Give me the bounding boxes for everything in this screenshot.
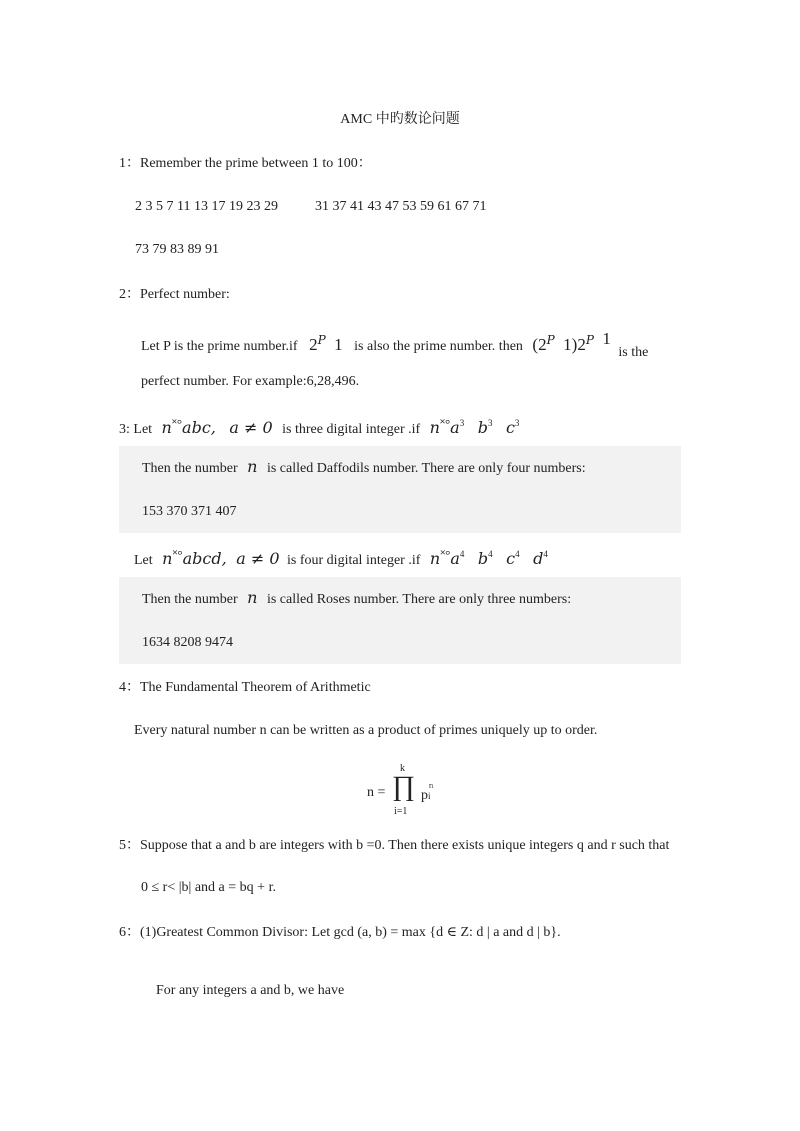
perfect-formula-exp-2: P <box>585 333 594 347</box>
prime-exponent <box>429 781 433 790</box>
roses-exp-d: 4 <box>543 549 548 559</box>
perfect-number-text-1: Let P is the prime number.if <box>141 339 298 354</box>
roses-description: is called Roses number. There are only three numbers: <box>266 592 572 607</box>
perfect-number-text-2: is also the prime number. then <box>354 339 523 354</box>
section-2-heading: 2：Perfect number: <box>119 287 230 302</box>
equal-symbol-2: ˟° <box>439 416 451 431</box>
primes-row-1 <box>135 198 486 216</box>
roses-var-n: n <box>162 549 173 568</box>
roses-var-b: b <box>477 549 489 568</box>
perfect-formula <box>532 329 611 354</box>
var-a: a <box>450 418 460 437</box>
exponent-subscript: i <box>431 784 434 790</box>
condition-a-nonzero: a ≠ 0 <box>229 418 273 437</box>
primes-row-2: 73 79 83 89 91 <box>135 242 219 257</box>
roses-then: Then the number <box>142 592 238 607</box>
formula-base: 2 <box>309 335 318 354</box>
section-6-line-1: 6：(1)Greatest Common Divisor: Let gcd (a, b) = max {d ∈ Z: d | a and d | b}. <box>119 925 561 940</box>
perfect-number-line <box>141 330 648 362</box>
daffodils-list: 153 370 371 407 <box>142 504 237 519</box>
roses-exp-a: 4 <box>459 549 465 559</box>
section-3-mid-text: is three digital integer .if <box>282 422 421 437</box>
roses-var-c: c <box>506 549 516 568</box>
roses-list: 1634 8208 9474 <box>142 635 233 650</box>
var-n: n <box>161 418 172 437</box>
prime-term <box>421 788 431 804</box>
prime-p: p <box>421 788 428 803</box>
section-5-line-2: 0 ≤ r< |b| and a = bq + r. <box>141 880 276 895</box>
var-c: c <box>505 418 515 437</box>
section-4-heading: 4：The Fundamental Theorem of Arithmetic <box>119 680 371 695</box>
roses-equal-symbol: ˟° <box>172 547 183 562</box>
section-1-heading: 1：Remember the prime between 1 to 100： <box>119 156 372 171</box>
section-5-line-1: 5：Suppose that a and b are integers with b =0. Then there exists unique integers q and r such that <box>119 838 670 853</box>
perfect-number-example: perfect number. For example:6,28,496. <box>141 374 360 389</box>
product-lower-limit: i=1 <box>394 806 408 817</box>
page-title: AMC 中旳数论问题 <box>340 112 460 127</box>
exponent-r: r <box>429 781 432 790</box>
roses-line-var-n: n <box>247 588 258 607</box>
perfect-formula-c: 1 <box>602 329 611 348</box>
formula-exponent: P <box>317 333 326 347</box>
roses-var-n-2: n <box>429 549 441 568</box>
section-6-line-2: For any integers a and b, we have <box>156 983 345 998</box>
product-formula <box>367 765 447 820</box>
daffodils-description: is called Daffodils number. There are only four numbers: <box>266 461 586 476</box>
exp-b: 3 <box>487 418 493 428</box>
roses-equal-symbol-2: ˟° <box>440 547 451 562</box>
daffodils-line <box>142 458 586 478</box>
product-symbol: ∏ <box>392 771 416 802</box>
exp-a: 3 <box>459 418 465 428</box>
var-abcd: abcd, <box>182 549 227 568</box>
formula-rest: 1 <box>334 335 343 354</box>
daffodils-then: Then the number <box>142 461 238 476</box>
roses-condition: a ≠ 0 <box>236 549 280 568</box>
roses-var-d: d <box>533 549 544 568</box>
perfect-formula-b: 1)2 <box>563 335 586 354</box>
perfect-number-text-3: is the <box>618 345 649 360</box>
prime-subscript: i <box>428 791 431 801</box>
roses-lead: Let <box>134 553 153 568</box>
perfect-formula-exp-1: P <box>546 333 555 347</box>
roses-line <box>142 589 571 609</box>
exp-c: 3 <box>514 418 520 428</box>
var-abc: abc, <box>182 418 216 437</box>
mersenne-formula <box>309 335 343 354</box>
roses-mid-text: is four digital integer .if <box>287 553 421 568</box>
daffodils-var-n: n <box>247 457 258 476</box>
formula-n-equals: n = <box>367 785 386 800</box>
section-3-lead: 3: Let <box>119 422 153 437</box>
section-4-text: Every natural number n can be written as a product of primes uniquely up to order. <box>134 723 598 738</box>
var-n-2: n <box>429 418 440 437</box>
roses-var-a: a <box>450 549 460 568</box>
perfect-formula-a: (2 <box>532 335 547 354</box>
primes-group-a: 2 3 5 7 11 13 17 19 23 29 <box>135 199 278 214</box>
var-b: b <box>477 418 488 437</box>
roses-exp-b: 4 <box>488 549 493 559</box>
roses-exp-c: 4 <box>515 549 520 559</box>
section-3-heading <box>119 414 519 439</box>
roses-heading <box>134 545 548 570</box>
equal-symbol: ˟° <box>171 416 183 431</box>
primes-group-b: 31 37 41 43 47 53 59 61 67 71 <box>314 199 487 214</box>
product-upper-limit: k <box>400 763 405 774</box>
